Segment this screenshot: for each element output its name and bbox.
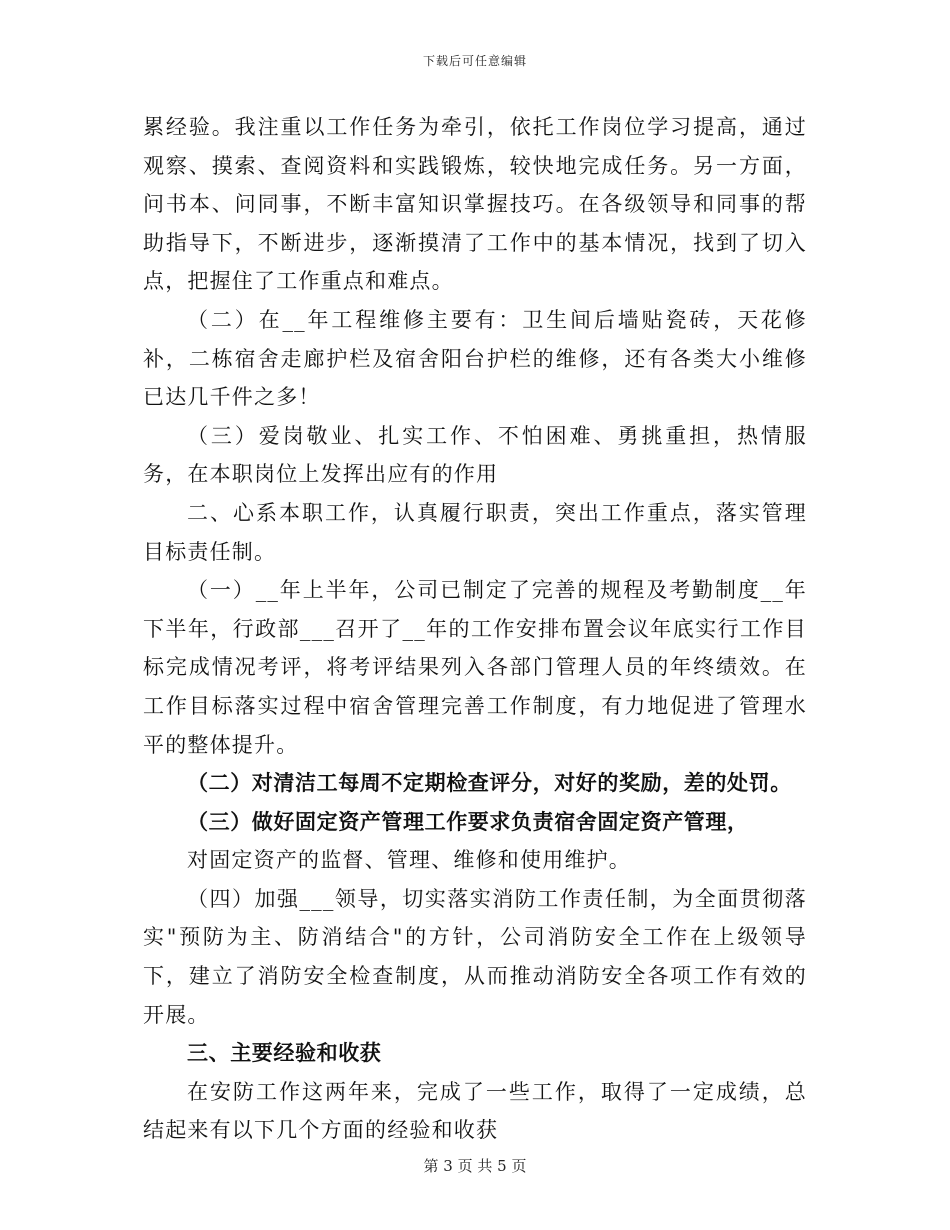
- paragraph-dedication: （三）爱岗敬业、扎实工作、不怕困难、勇挑重担，热情服务，在本职岗位上发挥出应有的作用: [143, 423, 807, 487]
- paragraph-experience: 累经验。我注重以工作任务为牵引，依托工作岗位学习提高，通过观察、摸索、查阅资料和实践锻炼，较快地完成任务。另一方面，问书本、问同事，不断丰富知识掌握技巧。在各级领导和同事的帮助指导下，不断进步，逐渐摸清了工作中的基本情况，找到了切入点，把握住了工作重点和难点。: [143, 115, 807, 294]
- paragraph-assets-maintenance: 对固定资产的监督、管理、维修和使用维护。: [187, 848, 631, 873]
- paragraph-cleaning-inspection: （二）对清洁工每周不定期检查评分，对好的奖励，差的处罚。: [187, 770, 792, 796]
- page-footer: 第 3 页 共 5 页: [423, 1157, 527, 1175]
- paragraph-fixed-assets: （三）做好固定资产管理工作要求负责宿舍固定资产管理，: [187, 808, 749, 834]
- section-heading-three: 三、主要经验和收获: [187, 1040, 382, 1066]
- page-header: 下载后可任意编辑: [422, 54, 527, 68]
- paragraph-maintenance: （二）在__年工程维修主要有：卫生间后墙贴瓷砖，天花修补，二栋宿舍走廊护栏及宿舍阳台护栏的维修，还有各类大小维修已达几千件之多！: [143, 307, 807, 410]
- paragraph-fire-safety: （四）加强___领导，切实落实消防工作责任制，为全面贯彻落实"预防为主、防消结合"的方针，公司消防安全工作在上级领导下，建立了消防安全检查制度，从而推动消防安全各项工作有效的开展。: [143, 886, 807, 1027]
- paragraph-summary: 在安防工作这两年来，完成了一些工作，取得了一定成绩，总结起来有以下几个方面的经验和收获: [143, 1079, 807, 1143]
- section-heading-two: 二、心系本职工作，认真履行职责，突出工作重点，落实管理目标责任制。: [143, 500, 807, 564]
- paragraph-regulations: （一）__年上半年，公司已制定了完善的规程及考勤制度__年下半年，行政部___召开了__年的工作安排布置会议年底实行工作目标完成情况考评，将考评结果列入各部门管理人员的年终绩效。在工作目标落实过程中宿舍管理完善工作制度，有力地促进了管理水平的整体提升。: [143, 578, 807, 757]
- document-body: [143, 108, 807, 1150]
